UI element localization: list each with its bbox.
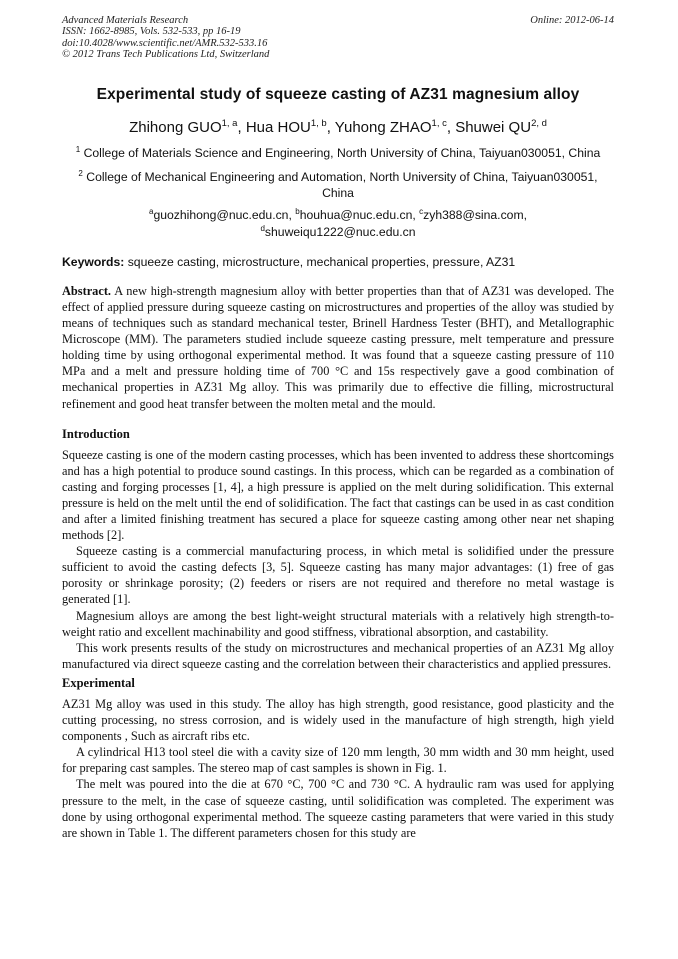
experimental-heading: Experimental (62, 675, 135, 690)
intro-paragraph: Squeeze casting is a commercial manufacturing process, in which metal is solidified under the pressure sufficient to avoid the casting defects [3, 5]. Squeeze casting has many major advantages: (1) free of gas porosity or shrinkage porosity; (2) feeders or risers are not required and therefore no metal wastage is generated [1]. (62, 544, 614, 607)
affiliation-2 (62, 166, 614, 201)
paper-title: Experimental study of squeeze casting of AZ31 magnesium alloy (96, 85, 580, 103)
author-affiliation-mark: 2, d (531, 117, 547, 129)
affiliation-mark: 2 (78, 168, 83, 178)
experimental-paragraph: AZ31 Mg alloy was used in this study. The alloy has high strength, good resistance, good plasticity and the cutting processing, no stress corrosion, and is widely used in the manufacture of high strength, high yield components , Such as aircraft ribs etc. (62, 696, 614, 744)
author-list: Zhihong GUO$^{1, a}$, Hua HOU$^{1, b}$, Yuhong ZHAO$^{1, c}$, Shuwei QU$^{2, d}$ (129, 117, 547, 136)
online-date: Online: 2012-06-14 (530, 15, 614, 26)
keywords (62, 255, 614, 269)
introduction-heading: Introduction (62, 426, 130, 441)
affiliation-1 (62, 142, 614, 161)
journal-issn: ISSN: 1662-8985, Vols. 532-533, pp 16-19 (62, 26, 241, 38)
keywords-text: squeeze casting, microstructure, mechanical properties, pressure, AZ31 (127, 254, 516, 269)
author-name: Hua HOU (245, 118, 311, 136)
email-link[interactable]: shuweiqu1222@nuc.edu.cn (264, 225, 416, 240)
intro-paragraph: Magnesium alloys are among the best light-weight structural materials with a relatively high strength-to-weight ratio and excellent machinability and good stiffness, vibrational absorption, and castability. (62, 608, 614, 639)
abstract-text: A new high-strength magnesium alloy with better properties than that of AZ31 was developed. The effect of applied pressure during squeeze casting on microstructures and properties of the alloy was studied by means of techniques such as standard mechanical tester, Brinell Hardness Tester (BHT), and Metallographic Microscope (MM). The parameters studied include squeeze casting pressure, melt temperature and pressure holding time by using orthogonal experimental method. It was found that a squeeze casting pressure of 110 MPa and a melt and pressure holding time of 700 °C and 15s respectively gave a good combination of mechanical properties in AZ31 Mg alloy. This was primarily due to effective die filling, microstructural refinement and good heat transfer between the molten metal and the mould. (62, 283, 615, 411)
abstract (62, 283, 614, 412)
email-link[interactable]: zyh388@sina.com (423, 207, 524, 222)
intro-paragraph: Squeeze casting is one of the modern casting processes, which has been invented to address these shortcomings and has a high potential to produce sound castings. In this process, which can be regarded as a combination of casting and forging processes [1, 4], a high pressure is applied on the melt during solidification. This external pressure is held on the melt until the end of solidification. The fact that castings can be used in as cast condition and after a limited finishing treatment has secured a place for squeeze casting among other near net shaping methods [2]. (62, 447, 614, 543)
author-name: Zhihong GUO (129, 118, 222, 136)
affiliation-mark: 1 (75, 144, 81, 154)
email-mark: b (295, 206, 300, 216)
author-name: Yuhong ZHAO (334, 118, 432, 136)
keywords-label: Keywords: (62, 254, 125, 269)
intro-paragraph: This work presents results of the study on microstructures and mechanical properties of an AZ31 Mg alloy manufactured via direct squeeze casting and the correlation between their characteristics and applied pressures. (62, 640, 614, 671)
journal-copyright: © 2012 Trans Tech Publications Ltd, Switzerland (62, 49, 270, 61)
paper-page (62, 15, 614, 841)
journal-name: Advanced Materials Research (62, 15, 189, 26)
email-link[interactable]: guozhihong@nuc.edu.cn (153, 207, 289, 222)
journal-header (62, 15, 614, 61)
affiliation-text: College of Materials Science and Engineering, North University of China, Taiyuan030051, China (83, 145, 601, 160)
author-name: Shuwei QU (455, 118, 532, 136)
abstract-label: Abstract. (62, 283, 112, 298)
experimental-paragraph: A cylindrical H13 tool steel die with a cavity size of 120 mm length, 30 mm width and 30 mm height, used for preparing cast samples. The stereo map of cast samples is shown in Fig. 1. (62, 745, 614, 776)
email-link[interactable]: houhua@nuc.edu.cn (299, 207, 413, 222)
email-mark: a (148, 206, 154, 216)
author-emails: $^a$guozhihong@nuc.edu.cn, $^b$houhua@nuc.edu.cn, $^c$zyh388@sina.com, $^d$shuweiqu1222@nuc.edu.cn (148, 206, 527, 240)
author-affiliation-mark: 1, c (431, 117, 447, 129)
author-affiliation-mark: 1, b (310, 117, 327, 129)
email-mark: d (260, 224, 265, 234)
author-affiliation-mark: 1, a (221, 117, 238, 129)
email-mark: c (419, 206, 424, 216)
journal-doi: doi:10.4028/www.scientific.net/AMR.532-533.16 (62, 37, 268, 49)
experimental-paragraph: The melt was poured into the die at 670 °C, 700 °C and 730 °C. A hydraulic ram was used for applying pressure to the melt, in the case of squeeze casting, until solidification was completed. The experiment was done by using orthogonal experimental method. The squeeze casting parameters that were varied in this study are shown in Table 1. The different parameters chosen for this study are (62, 777, 614, 840)
affiliation-text: College of Mechanical Engineering and Automation, North University of China, Taiyuan030051, China (86, 169, 598, 200)
